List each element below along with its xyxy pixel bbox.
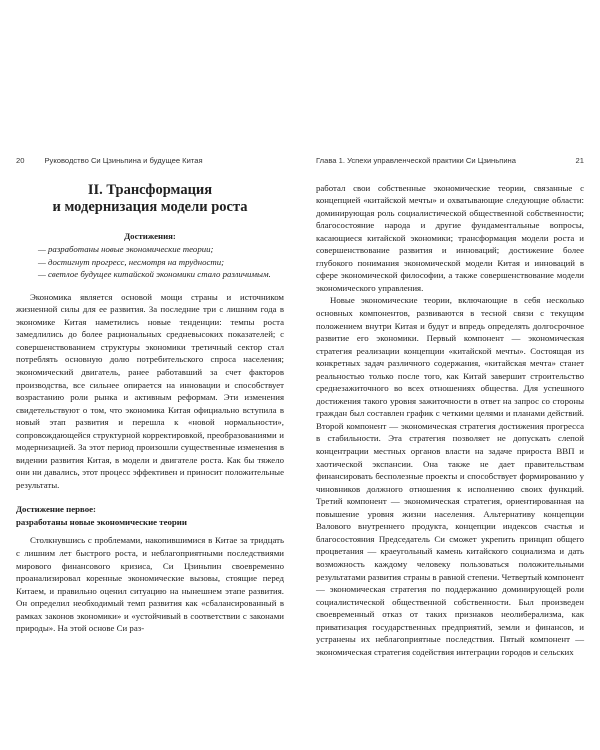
section-title bbox=[16, 182, 284, 216]
achievements-list bbox=[16, 243, 284, 281]
right-paragraph-2: Новые экономические теории, включающие в себя несколько основных компонентов, развиваются в тесной связи с текущим положением внутри Китая и будут и впредь определять долгосрочное развитие его экономики. Первый компонент — экономическая стратегия реализации концепции «китайской мечты». Состоящая из конкретных задач различного содержания, «китайская мечта» станет реальностью только после того, как Китай завершит строительство среднезажиточного во всех отношениях общества. Для успешного достижения такого уровня зажиточности в ответ на запрос со стороны граждан был составлен график с четкими целями и планами действий. Второй компонент — экономическая стратегия достижения прогресса в стабильности. Эта стратегия позволяет не допускать слепой концентрации местных органов власти на задаче прироста ВВП и хаотической экспансии. Она также не дает правительствам финансировать бесполезные проекты и способствует формированию у чиновников должного отношения к исполнению своих функций. Третий компонент — экономическая стратегия, ориентированная на повышение уровня жизни населения. Альтернативу концепции Валового внутреннего продукта, концепции индексов счастья и благосостояния Председатель Си сможет укрепить принцип общего процветания — краеугольный камень китайского социализма и дать возможность каждому человеку пользоваться положительными результатами развития страны в равной степени. Четвертый компонент — экономическая стратегия по поддержанию доминирующей роли социалистической общественной собственности. Был произведен своевременный отказ от таких признаков неолиберализма, как приватизация государственных предприятий, земли и финансов, и устранены их неблагоприятные последствия. Пятый компонент — экономическая стратегия содействия интеграции городов и сельских bbox=[316, 295, 584, 657]
left-running-head-title: Руководство Си Цзиньпина и будущее Китая bbox=[44, 156, 203, 165]
right-running-head-title: Глава 1. Успехи управленческой практики Си Цзиньпина bbox=[316, 156, 516, 165]
section-title-line2: и модернизация модели роста bbox=[52, 198, 248, 215]
section-title-line1: II. Трансформация bbox=[87, 181, 213, 198]
achievement-item: — светлое будущее китайской экономики стало различимым. bbox=[38, 269, 271, 280]
right-paragraph-1: работал свои собственные экономические теории, связанные с концепцией «китайской мечты» и охватывающие следующие области: доминирующая роль социалистической общественной собственности; благосостояние народа и другие фундаментальные вопросы, касающиеся китайской экономики; трансформация модели роста и совершенствование развития и инноваций; достижение более глубокого понимания экономической модели Китая и инноваций в сфере экономической философии, а также совершенствование модели экономического управления. bbox=[316, 182, 584, 293]
left-running-head bbox=[16, 155, 284, 168]
subheading-line2: разработаны новые экономические теории bbox=[16, 516, 187, 527]
subheading-line1: Достижение первое: bbox=[16, 504, 96, 515]
subheading bbox=[16, 503, 284, 528]
left-paragraph-2: Столкнувшись с проблемами, накопившимися в Китае за тридцать с лишним лет быстрого роста, и неблагоприятными последствиями мирового финансового кризиса, Си Цзиньпин своевременно проанализировал коренные экономические вызовы, стоящие перед Китаем, и правильно оценил ситуацию на нынешнем этапе развития. Он определил необходимый темп развития как «сбалансированный в рамках законов экономики» и «устойчивый в соответствии с законами природы». На этой основе Си раз- bbox=[16, 535, 284, 634]
left-page-number: 20 bbox=[16, 156, 25, 165]
right-page-number: 21 bbox=[575, 156, 584, 165]
right-running-head bbox=[316, 155, 584, 168]
achievements-title: Достижения: bbox=[124, 230, 176, 241]
left-paragraph-1: Экономика является основой мощи страны и источником жизненной силы для ее развития. За последние три с лишним года в экономике Китая наметились новые тенденции: темпы роста замедлились до более рациональных средневысоких показателей; с совершенствованием структуры экономики третичный сектор стал потреблять основную долю потребительского спроса населения; экономический двигатель, ранее работавший за счет факторов производства, все сильнее опирается на инновации и способствует возрастанию роли рынка и активным реформам. Эти изменения свидетельствуют о том, что экономика Китая официально вступила в новый этап развития и перешла к «новой нормальности», сопровождающейся структурной корректировкой, преобразованиями и модернизацией. За этот период произошли существенные изменения в видении развития Китая, в модели и двигателе роста. Как бы тяжело они ни давались, этот процесс эффективен и приносит положительные результаты. bbox=[16, 291, 284, 490]
right-body bbox=[316, 182, 584, 659]
achievement-item: — разработаны новые экономические теории; bbox=[38, 244, 214, 255]
left-page bbox=[16, 155, 284, 635]
right-page bbox=[316, 155, 584, 658]
achievement-item: — достигнут прогресс, несмотря на трудности; bbox=[38, 256, 225, 267]
